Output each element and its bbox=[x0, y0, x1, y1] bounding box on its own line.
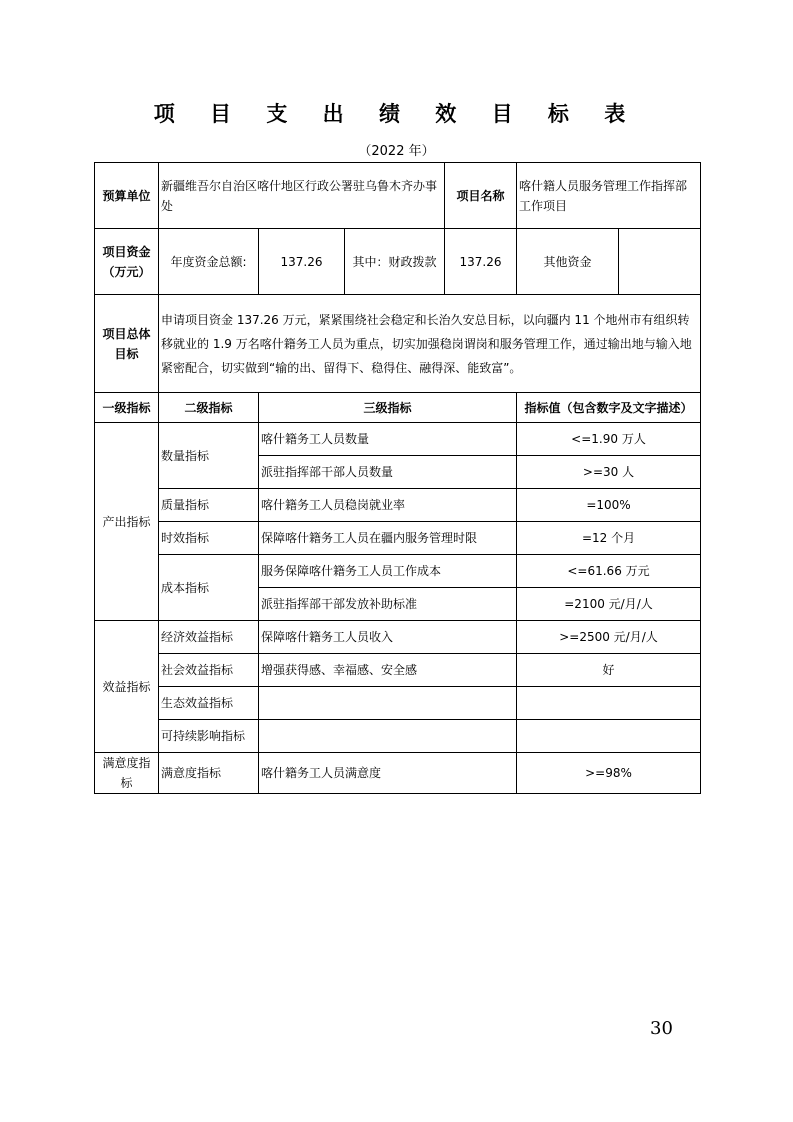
table-row bbox=[95, 555, 701, 588]
level3-indicator: 增强获得感、幸福感、安全感 bbox=[259, 654, 517, 687]
annual-total-label: 年度资金总额: bbox=[159, 229, 259, 295]
level1-indicator: 产出指标 bbox=[95, 423, 159, 621]
table-row bbox=[95, 621, 701, 654]
table-row bbox=[95, 522, 701, 555]
col-header-level1: 一级指标 bbox=[95, 393, 159, 423]
level3-indicator: 喀什籍务工人员满意度 bbox=[259, 753, 517, 794]
level3-indicator: 派驻指挥部干部发放补助标准 bbox=[259, 588, 517, 621]
level3-indicator: 保障喀什籍务工人员收入 bbox=[259, 621, 517, 654]
funds-label bbox=[95, 229, 159, 295]
table-row bbox=[95, 489, 701, 522]
indicator-value: =2100 元/月/人 bbox=[517, 588, 701, 621]
performance-table bbox=[94, 162, 701, 794]
overall-goal-label: 项目总体目标 bbox=[95, 295, 159, 393]
indicator-value bbox=[517, 687, 701, 720]
project-name-value: 喀什籍人员服务管理工作指挥部工作项目 bbox=[517, 163, 701, 229]
level2-indicator: 社会效益指标 bbox=[159, 654, 259, 687]
table-row bbox=[95, 687, 701, 720]
level2-indicator: 成本指标 bbox=[159, 555, 259, 621]
table-row bbox=[95, 720, 701, 753]
level2-indicator: 满意度指标 bbox=[159, 753, 259, 794]
indicator-value: 好 bbox=[517, 654, 701, 687]
level3-indicator: 喀什籍务工人员数量 bbox=[259, 423, 517, 456]
page-title: 项 目 支 出 绩 效 目 标 表 bbox=[153, 102, 640, 126]
page-number: 30 bbox=[650, 1018, 673, 1039]
project-name-label: 项目名称 bbox=[445, 163, 517, 229]
indicator-value: >=2500 元/月/人 bbox=[517, 621, 701, 654]
fiscal-label: 其中：财政拨款 bbox=[345, 229, 445, 295]
funds-label-line1: 项目资金 bbox=[102, 244, 151, 259]
level2-indicator: 时效指标 bbox=[159, 522, 259, 555]
level3-indicator bbox=[259, 720, 517, 753]
table-row bbox=[95, 654, 701, 687]
indicator-value: =100% bbox=[517, 489, 701, 522]
indicator-value: >=30 人 bbox=[517, 456, 701, 489]
col-header-level3: 三级指标 bbox=[259, 393, 517, 423]
level3-indicator: 保障喀什籍务工人员在疆内服务管理时限 bbox=[259, 522, 517, 555]
indicator-value: >=98% bbox=[517, 753, 701, 794]
level2-indicator: 经济效益指标 bbox=[159, 621, 259, 654]
table-row bbox=[95, 753, 701, 794]
level3-indicator: 派驻指挥部干部人员数量 bbox=[259, 456, 517, 489]
level1-indicator: 满意度指标 bbox=[95, 753, 159, 794]
year-label: （2022 年） bbox=[358, 144, 435, 159]
indicator-value: =12 个月 bbox=[517, 522, 701, 555]
level3-indicator: 喀什籍务工人员稳岗就业率 bbox=[259, 489, 517, 522]
indicator-value: <=1.90 万人 bbox=[517, 423, 701, 456]
level3-indicator bbox=[259, 687, 517, 720]
col-header-value: 指标值（包含数字及文字描述） bbox=[517, 393, 701, 423]
budget-unit-value: 新疆维吾尔自治区喀什地区行政公署驻乌鲁木齐办事处 bbox=[159, 163, 445, 229]
funds-label-line2: （万元） bbox=[102, 264, 151, 279]
indicator-value: <=61.66 万元 bbox=[517, 555, 701, 588]
fiscal-value: 137.26 bbox=[445, 229, 517, 295]
other-funds-value bbox=[619, 229, 701, 295]
col-header-level2: 二级指标 bbox=[159, 393, 259, 423]
other-funds-label: 其他资金 bbox=[517, 229, 619, 295]
level2-indicator: 生态效益指标 bbox=[159, 687, 259, 720]
annual-total-value: 137.26 bbox=[259, 229, 345, 295]
indicator-value bbox=[517, 720, 701, 753]
level2-indicator: 质量指标 bbox=[159, 489, 259, 522]
budget-unit-label: 预算单位 bbox=[95, 163, 159, 229]
table-row bbox=[95, 423, 701, 456]
level3-indicator: 服务保障喀什籍务工人员工作成本 bbox=[259, 555, 517, 588]
level2-indicator: 数量指标 bbox=[159, 423, 259, 489]
level1-indicator: 效益指标 bbox=[95, 621, 159, 753]
overall-goal-text: 申请项目资金 137.26 万元，紧紧围绕社会稳定和长治久安总目标，以向疆内 11 个地州市有组织转移就业的 1.9 万名喀什籍务工人员为重点，切实加强稳岗谓岗和服务管理工作，通过输出地与输入地紧密配合，切实做到“输的出、留得下、稳得住、融得深、能致富”。 bbox=[159, 295, 701, 393]
level2-indicator: 可持续影响指标 bbox=[159, 720, 259, 753]
